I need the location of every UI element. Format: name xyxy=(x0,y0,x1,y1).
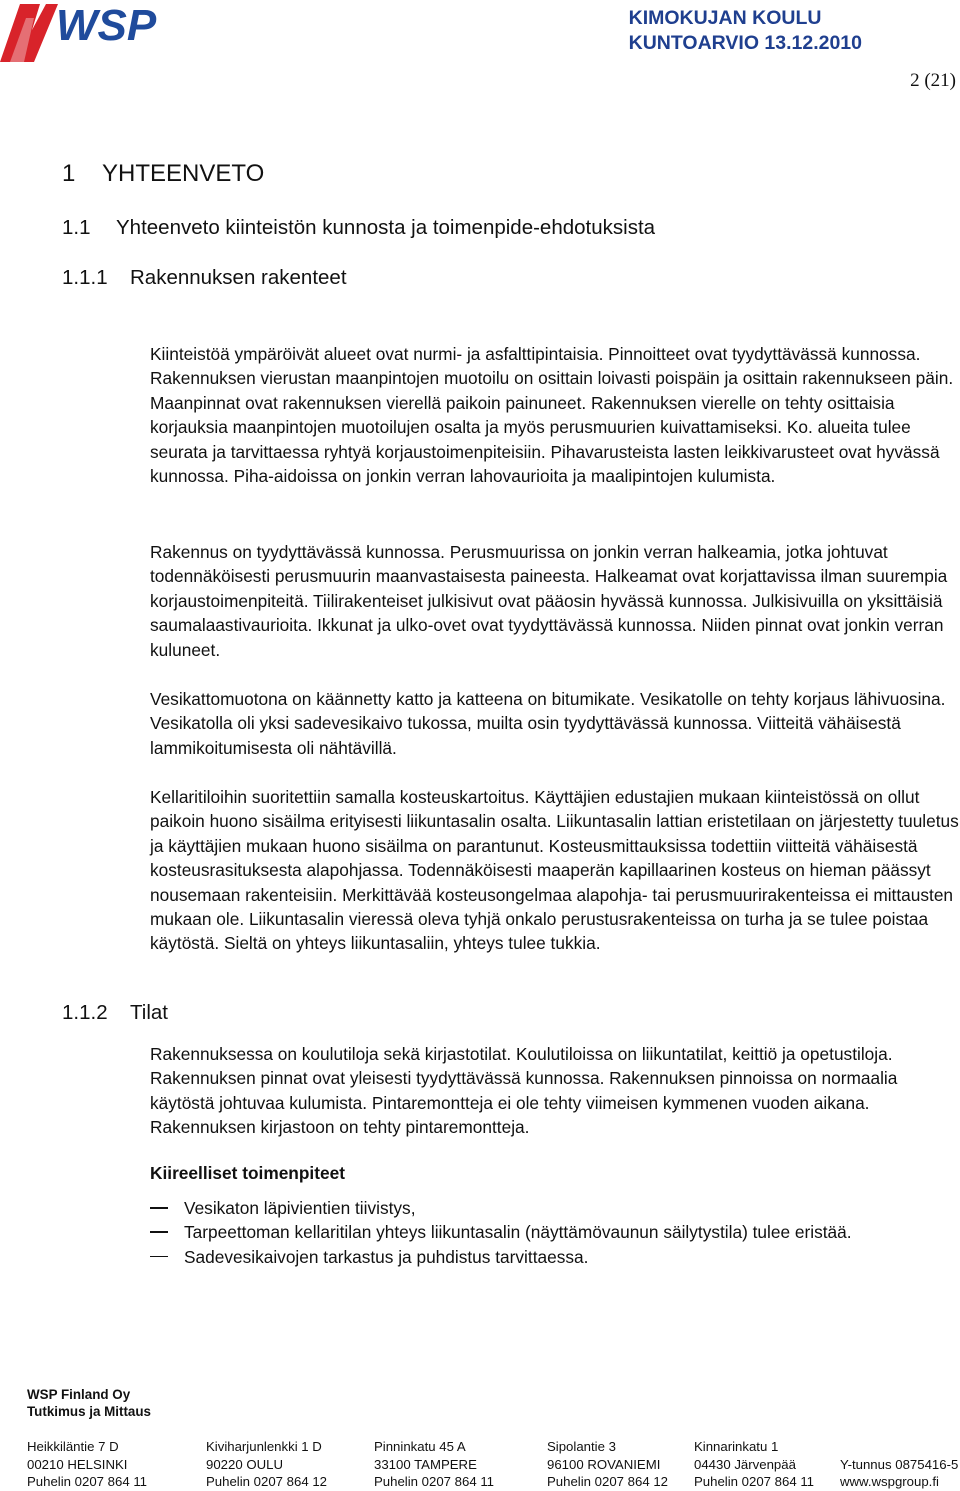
address-line: 04430 Järvenpää xyxy=(694,1456,796,1472)
footer-address-tampere xyxy=(374,1438,494,1491)
paragraph-basement: Kellaritiloihin suoritettiin samalla kosteuskartoitus. Käyttäjien edustajien mukaan kiinteistössä on ollut paikoin huono sisäilma erityisesti liikuntasalin osalta. Liikuntasalin lattian eristetilaan on järjestetty tuuletus ja käyttäjien mukaan huono sisäilma on parantunut. Kosteusmittauksissa todettiin viitteitä vähäisestä kosteusrasituksesta alapohjassa. Todennäköisesti maaperän kapillaarinen kosteus on hieman päässyt nousemaan rakenteisiin. Merkittävää kosteusongelmaa alapohja- tai perusmuurirakenteissa ei mittausten mukaan ole. Liikuntasalin vieressä oleva tyhjä onkalo perustusrakenteissa on turha ja se tulee poistaa käytöstä. Sieltä on yhteys liikuntasaliin, yhteys tulee tukkia. xyxy=(150,787,959,954)
footer-company xyxy=(27,1386,151,1420)
footer-address-rovaniemi xyxy=(547,1438,668,1491)
heading-level-3-spaces xyxy=(62,1001,168,1025)
website-link[interactable]: www.wspgroup.fi xyxy=(840,1474,939,1489)
company-division: Tutkimus ja Mittaus xyxy=(27,1404,151,1419)
heading-number: 1.1.1 xyxy=(62,266,108,289)
paragraph-roof: Vesikattomuotona on käännetty katto ja katteena on bitumikate. Vesikatolle on tehty korjaus lähivuosina. Vesikatolla oli yksi sadevesikaivo tukossa, muilta osin tyydyttävässä kunnossa. Viitteitä vähäisestä lammikoitumisesta oli nähtävillä. xyxy=(150,689,946,758)
dash-bullet-icon xyxy=(150,1207,168,1209)
footer-company-info xyxy=(840,1438,958,1491)
address-line: Pinninkatu 45 A xyxy=(374,1439,466,1454)
list-item-text: Tarpeettoman kellaritilan yhteys liikuntasalin (näyttämövaunun säilytystila) tulee eristää. xyxy=(184,1222,852,1243)
footer-address-oulu xyxy=(206,1438,327,1491)
address-line xyxy=(840,1438,958,1456)
address-line: Sipolantie 3 xyxy=(547,1439,616,1454)
heading-number: 1.1.2 xyxy=(62,1001,108,1024)
footer-address-helsinki xyxy=(27,1438,147,1491)
heading-text: Tilat xyxy=(130,1001,168,1024)
heading-number: 1.1 xyxy=(62,216,91,239)
heading-level-2 xyxy=(62,216,655,240)
address-line: 00210 HELSINKI xyxy=(27,1456,128,1472)
urgent-actions-title: Kiireelliset toimenpiteet xyxy=(150,1163,345,1183)
address-line: 96100 ROVANIEMI xyxy=(547,1456,661,1472)
document-title: KIMOKUJAN KOULU xyxy=(628,7,822,29)
heading-text: Yhteenveto kiinteistön kunnosta ja toimenpide-ehdotuksista xyxy=(116,216,656,239)
heading-text: Rakennuksen rakenteet xyxy=(130,266,347,289)
address-line: Puhelin 0207 864 11 xyxy=(694,1474,815,1489)
business-id: Y-tunnus 0875416-5 xyxy=(840,1456,959,1472)
logo-text: WSP xyxy=(56,1,157,50)
footer-address-jarvenpaa xyxy=(694,1438,814,1491)
dash-bullet-icon xyxy=(150,1256,168,1258)
address-line: Kinnarinkatu 1 xyxy=(694,1439,779,1454)
company-name: WSP Finland Oy xyxy=(27,1387,131,1402)
list-item xyxy=(150,1220,852,1244)
list-item-text: Vesikaton läpivientien tiivistys, xyxy=(184,1198,416,1218)
address-line: Heikkiläntie 7 D xyxy=(27,1439,119,1454)
list-item xyxy=(150,1245,852,1269)
wsp-logo xyxy=(0,0,190,62)
address-line: Puhelin 0207 864 12 xyxy=(547,1474,668,1489)
paragraph-yard: Kiinteistöä ympäröivät alueet ovat nurmi- ja asfalttipintaisia. Pinnoitteet ovat tyydyttävässä kunnossa. Rakennuksen vierustan maanpintojen muotoilu on osittain loivasti poispäin ja osittain rakennukseen päin. Maanpinnat ovat rakennuksen vierellä paikoin painuneet. Rakennuksen vierelle on tehty osittaisia korjauksia maanpintojen muotoilujen osalta ja myös perusmuurien kuivattamiseksi. Ko. alueita tulee seurata ja tarvittaessa ryhtyä korjaustoimenpiteisiin. Pihavarusteista lasten leikkivarusteet ovat hyvässä kunnossa. Piha-aidoissa on jonkin verran lahovaurioita ja maalipintojen kulumista. xyxy=(150,344,954,487)
heading-number: 1 xyxy=(62,160,76,187)
heading-level-1 xyxy=(62,160,264,188)
list-item-text: Sadevesikaivojen tarkastus ja puhdistus tarvittaessa. xyxy=(184,1246,589,1267)
address-line: Kiviharjunlenkki 1 D xyxy=(206,1439,322,1454)
urgent-actions-list xyxy=(150,1196,852,1269)
address-line: 90220 OULU xyxy=(206,1456,283,1472)
heading-level-3-structures xyxy=(62,266,347,290)
list-item xyxy=(150,1196,852,1220)
document-subtitle: KUNTOARVIO 13.12.2010 xyxy=(628,32,862,54)
heading-text: YHTEENVETO xyxy=(102,160,265,187)
address-line: Puhelin 0207 864 11 xyxy=(27,1474,148,1489)
document-header xyxy=(629,6,862,56)
page-number: 2 (21) xyxy=(910,70,956,91)
address-line: Puhelin 0207 864 11 xyxy=(374,1474,495,1489)
address-line: Puhelin 0207 864 12 xyxy=(206,1474,327,1489)
paragraph-spaces: Rakennuksessa on koulutiloja sekä kirjastotilat. Koulutiloissa on liikuntatilat, keittiö ja opetustiloja. Rakennuksen pinnat ovat yleisesti tyydyttävässä kunnossa. Rakennuksen pinnoissa on normaalia käytöstä johtuvaa kulumista. Pintaremontteja ei ole tehty viimeisen kymmenen vuoden aikana. Rakennuksen kirjastoon on tehty pintaremontteja. xyxy=(150,1044,898,1138)
address-line: 33100 TAMPERE xyxy=(374,1456,477,1472)
dash-bullet-icon xyxy=(150,1231,168,1233)
paragraph-building: Rakennus on tyydyttävässä kunnossa. Perusmuurissa on jonkin verran halkeamia, jotka johtuvat todennäköisesti perusmuurin maanvastaisesta paineesta. Halkeamat ovat korjattavissa ilman suurempia korjaustoimenpiteitä. Tiilirakenteiset julkisivut ovat pääosin hyvässä kunnossa. Julkisivuilla on yksittäisiä saumalaastivaurioita. Ikkunat ja ulko-ovet ovat tyydyttävässä kunnossa. Niiden pinnat ovat jonkin verran kuluneet. xyxy=(150,542,948,660)
